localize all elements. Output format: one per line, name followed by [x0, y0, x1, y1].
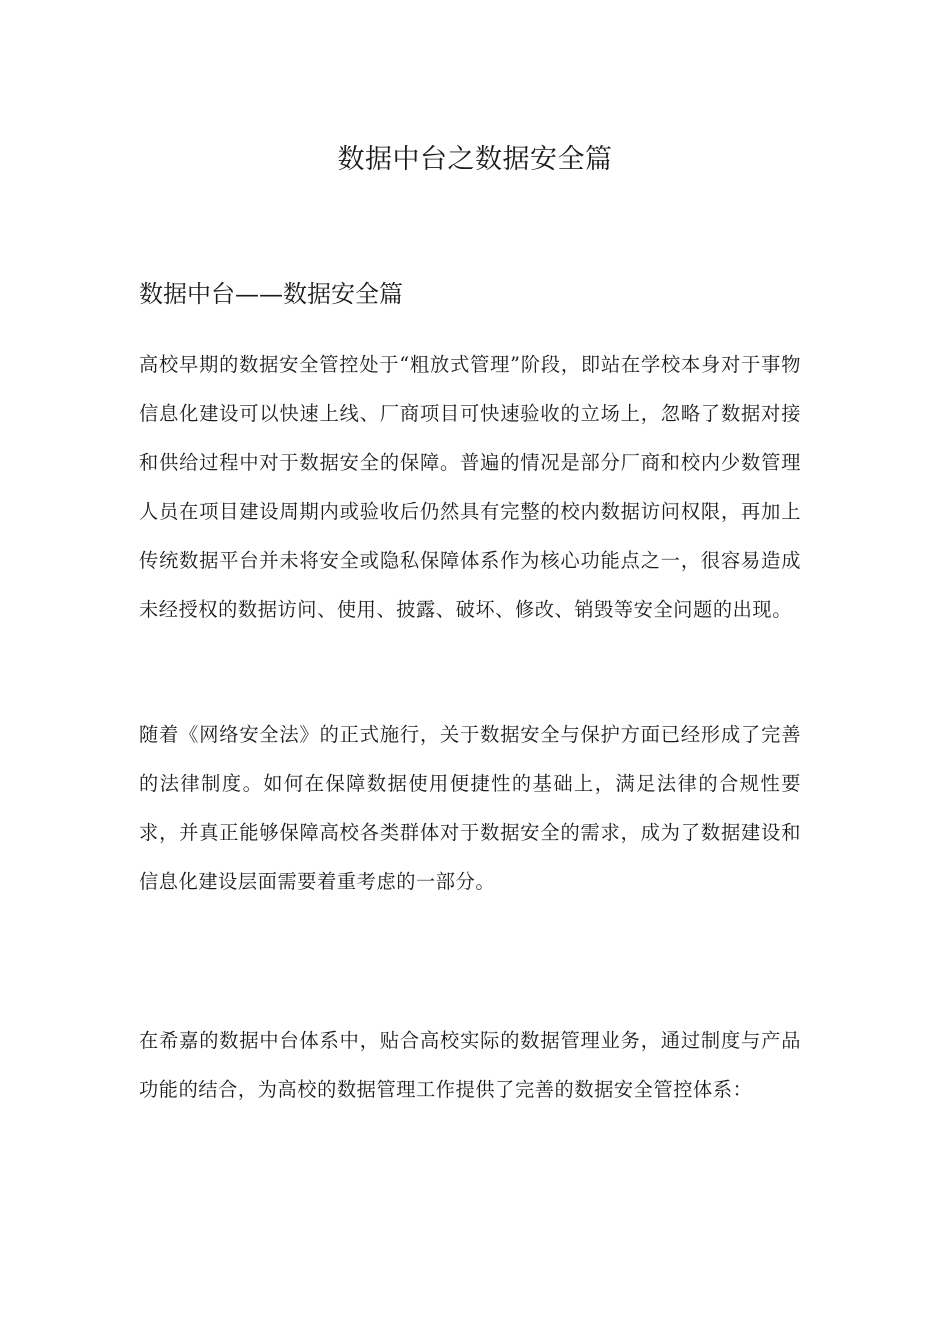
paragraph-1: 高校早期的数据安全管控处于“粗放式管理”阶段，即站在学校本身对于事物信息化建设可以快速上线、厂商项目可快速验收的立场上，忽略了数据对接和供给过程中对于数据安全的保障。普遍的情况是部分厂商和校内少数管理人员在项目建设周期内或验收后仍然具有完整的校内数据访问权限，再加上传统数据平台并未将安全或隐私保障体系作为核心功能点之一，很容易造成未经授权的数据访问、使用、披露、破坏、修改、销毁等安全问题的出现。: [139, 353, 801, 621]
paragraph-3: 在希嘉的数据中台体系中，贴合高校实际的数据管理业务，通过制度与产品功能的结合，为高校的数据管理工作提供了完善的数据安全管控体系：: [139, 1029, 801, 1101]
paragraph-2: 随着《网络安全法》的正式施行，关于数据安全与保护方面已经形成了完善的法律制度。如何在保障数据使用便捷性的基础上，满足法律的合规性要求，并真正能够保障高校各类群体对于数据安全的需求，成为了数据建设和信息化建设层面需要着重考虑的一部分。: [139, 723, 801, 893]
section-heading: 数据中台——数据安全篇: [139, 280, 403, 308]
document-title: 数据中台之数据安全篇: [337, 144, 613, 175]
